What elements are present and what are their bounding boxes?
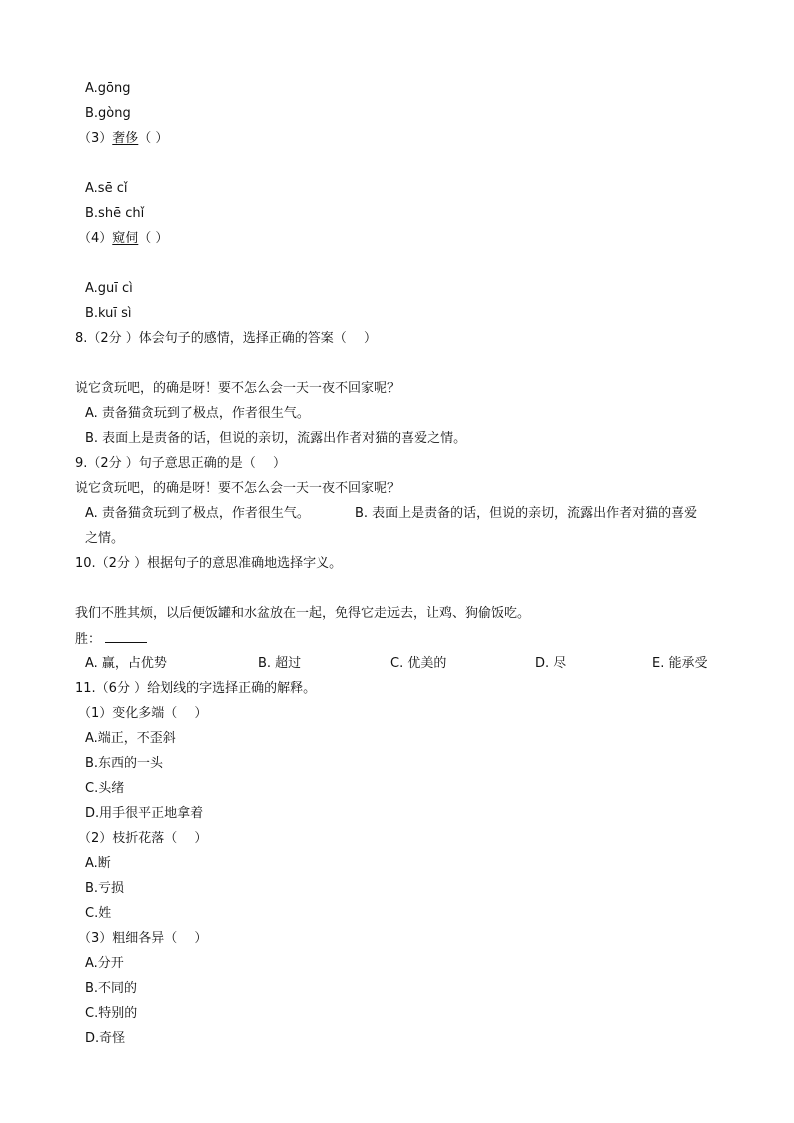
q11-p1-prompt: （1）变化多端（ ）: [78, 706, 208, 721]
q7-p4-num: （4）: [78, 231, 113, 246]
q11-p2-option-b: B.亏损: [85, 881, 125, 896]
q7-p4-word: 窥伺: [112, 231, 139, 246]
q7-p4-option-b: B.kuī sì: [85, 306, 132, 321]
q10-option-d: D. 尽: [535, 656, 567, 671]
q11-p2-option-c: C.姓: [85, 906, 112, 921]
q11-p1-option-d: D.用手很平正地拿着: [85, 806, 204, 821]
q8-sentence: 说它贪玩吧，的确是呀！要不怎么会一天一夜不回家呢？: [75, 381, 401, 396]
q10-option-c: C. 优美的: [390, 656, 447, 671]
q11-p3-option-a: A.分开: [85, 956, 124, 971]
q7-p3-word: 奢侈: [112, 131, 139, 146]
q11-p2-prompt: （2）枝折花落（ ）: [78, 831, 208, 846]
q8-option-a: A. 责备猫贪玩到了极点，作者很生气。: [85, 406, 310, 421]
q7-p4-paren: （ ）: [138, 231, 169, 246]
q10-sentence: 我们不胜其烦，以后便饭罐和水盆放在一起，免得它走远去，让鸡、狗偷饭吃。: [75, 606, 531, 621]
q9-option-a: A. 责备猫贪玩到了极点，作者很生气。: [85, 506, 310, 521]
q10-option-e: E. 能承受: [652, 656, 708, 671]
q9-title: 9.（2分 ）句子意思正确的是（ ）: [75, 456, 286, 471]
q11-p3-option-d: D.奇怪: [85, 1031, 126, 1046]
q11-p3-option-c: C.特别的: [85, 1006, 138, 1021]
q7-p2-option-a: A.gōng: [85, 81, 131, 96]
q8-option-b: B. 表面上是责备的话，但说的亲切，流露出作者对猫的喜爱之情。: [85, 431, 467, 446]
q7-p4-option-a: A.guī cì: [85, 281, 133, 296]
q7-p2-option-b: B.gòng: [85, 106, 131, 121]
q10-option-a: A. 赢，占优势: [85, 656, 167, 671]
q7-p3-option-a: A.sē cǐ: [85, 181, 128, 196]
q10-option-b: B. 超过: [258, 656, 302, 671]
q10-blank-line: [75, 630, 147, 649]
q10-title: 10.（2分 ）根据句子的意思准确地选择字义。: [75, 556, 343, 571]
q11-p1-option-b: B.东西的一头: [85, 756, 164, 771]
q11-p3-prompt: （3）粗细各异（ ）: [78, 931, 208, 946]
q7-p3-num: （3）: [78, 131, 113, 146]
q11-p1-option-a: A.端正，不歪斜: [85, 731, 176, 746]
q8-title: 8.（2分 ）体会句子的感情，选择正确的答案（ ）: [75, 331, 377, 346]
q9-option-b: B. 表面上是责备的话，但说的亲切，流露出作者对猫的喜爱: [355, 506, 698, 521]
q7-p3-option-b: B.shē chǐ: [85, 206, 145, 221]
q9-sentence: 说它贪玩吧，的确是呀！要不怎么会一天一夜不回家呢？: [75, 481, 401, 496]
q11-p1-option-c: C.头绪: [85, 781, 125, 796]
q10-blank-label: 胜：: [75, 632, 102, 647]
q11-p2-option-a: A.断: [85, 856, 111, 871]
q7-p3-prompt: [78, 130, 168, 148]
q11-p3-option-b: B.不同的: [85, 981, 138, 996]
q7-p4-prompt: [78, 230, 168, 248]
q7-p3-paren: （ ）: [138, 131, 169, 146]
q11-title: 11.（6分 ）给划线的字选择正确的解释。: [75, 681, 317, 696]
q9-option-b-cont: 之情。: [85, 531, 125, 546]
answer-blank[interactable]: [105, 630, 147, 643]
